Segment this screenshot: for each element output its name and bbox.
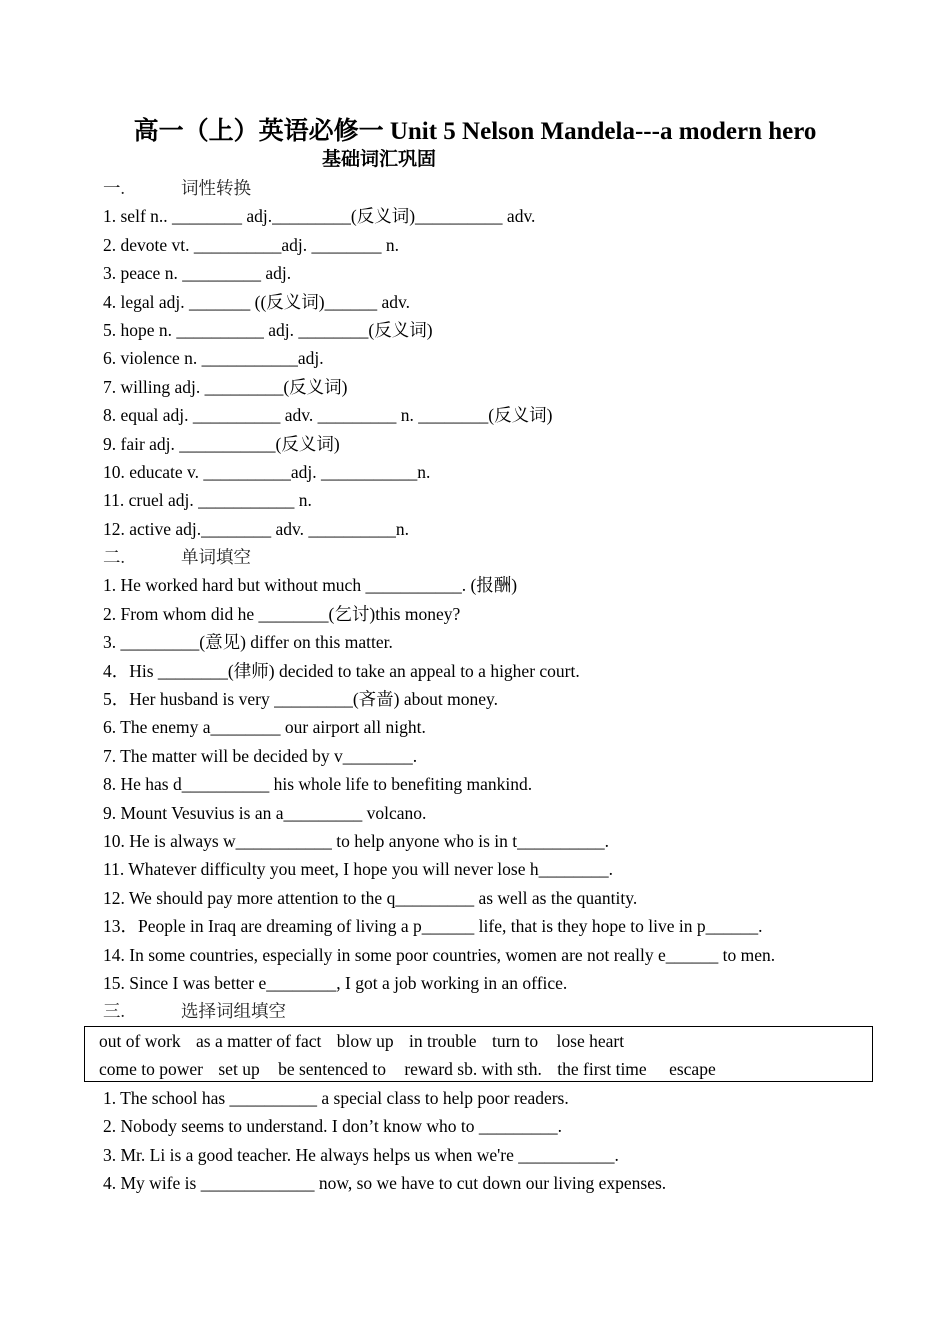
page-title: 高一（上）英语必修一 Unit 5 Nelson Mandela---a modern hero xyxy=(133,118,817,145)
section-title: 词性转换 xyxy=(181,178,251,198)
exercise-item: 8. equal adj. __________ adv. _________ n. ________(反义词) xyxy=(103,405,553,426)
exercise-item: 3. Mr. Li is a good teacher. He always helps us when we're ___________. xyxy=(103,1144,619,1165)
phrase: come to power xyxy=(99,1059,203,1079)
worksheet-content xyxy=(103,174,903,1026)
phrase-row xyxy=(99,1027,635,1055)
exercise-item: 12. active adj.________ adv. __________n. xyxy=(103,518,410,539)
exercise-item: 13．People in Iraq are dreaming of living a p______ life, that is they hope to live in p______. xyxy=(103,916,763,937)
phrase: out of work xyxy=(99,1031,181,1051)
exercise-item: 4. legal adj. _______ ((反义词)______ adv. xyxy=(103,291,411,312)
phrase: lose heart xyxy=(556,1031,625,1051)
exercise-item: 10. educate v. __________adj. ___________n. xyxy=(103,461,431,482)
section-heading-word-forms xyxy=(103,174,903,202)
phrase: escape xyxy=(669,1059,716,1079)
exercise-item: 14. In some countries, especially in some poor countries, women are not really e______ to men. xyxy=(103,944,776,965)
phrase: turn to xyxy=(491,1031,539,1051)
exercise-item: 12. We should pay more attention to the q_________ as well as the quantity. xyxy=(103,887,638,908)
exercise-item: 4. My wife is _____________ now, so we have to cut down our living expenses. xyxy=(103,1173,667,1194)
exercise-item: 8. He has d__________ his whole life to benefiting mankind. xyxy=(103,774,533,795)
section-title: 选择词组填空 xyxy=(181,1001,286,1022)
phrase: be sentenced to xyxy=(278,1059,386,1079)
phrase-row xyxy=(99,1055,727,1083)
phrase: in trouble xyxy=(409,1031,477,1051)
exercise-item: 7. The matter will be decided by v________. xyxy=(103,745,418,766)
exercise-item: 11. Whatever difficulty you meet, I hope you will never lose h________. xyxy=(103,859,613,880)
exercise-item: 7. willing adj. _________(反义词) xyxy=(103,376,348,397)
exercise-item: 3. _________(意见) differ on this matter. xyxy=(103,632,393,653)
section-title: 单词填空 xyxy=(181,547,251,568)
exercise-item: 1. The school has __________ a special class to help poor readers. xyxy=(103,1088,569,1108)
exercise-item: 4．His ________(律师) decided to take an appeal to a higher court. xyxy=(103,660,580,681)
exercise-item: 5. hope n. __________ adj. ________(反义词) xyxy=(103,319,433,340)
exercise-item: 5．Her husband is very _________(吝啬) about money. xyxy=(103,689,498,710)
phrase: set up xyxy=(218,1059,260,1079)
phrase-bank-box xyxy=(84,1026,873,1082)
exercise-item: 15. Since I was better e________, I got a job working in an office. xyxy=(103,972,568,993)
section-number: 一. xyxy=(103,178,125,198)
exercise-item: 10. He is always w___________ to help anyone who is in t__________. xyxy=(103,830,609,851)
exercise-item: 11. cruel adj. ___________ n. xyxy=(103,490,312,511)
exercise-item: 9. fair adj. ___________(反义词) xyxy=(103,433,340,454)
exercise-item: 6. The enemy a________ our airport all night. xyxy=(103,717,426,738)
exercise-item: 2. Nobody seems to understand. I don’t know who to _________. xyxy=(103,1116,563,1137)
phrase: the first time xyxy=(557,1059,647,1079)
phrase: reward sb. with sth. xyxy=(404,1059,542,1079)
exercise-item: 9. Mount Vesuvius is an a_________ volcano. xyxy=(103,802,427,823)
section-number: 二. xyxy=(103,547,125,568)
page-subtitle: 基础词汇巩固 xyxy=(322,149,437,170)
exercise-item: 2. devote vt. __________adj. ________ n. xyxy=(103,234,400,255)
phrase: as a matter of fact xyxy=(196,1031,322,1051)
exercise-item: 1. self n.. ________ adj._________(反义词)__________ adv. xyxy=(103,206,536,227)
section-number: 三. xyxy=(103,1001,125,1022)
exercise-item: 6. violence n. ___________adj. xyxy=(103,348,324,369)
exercise-item: 2. From whom did he ________(乞讨)this money? xyxy=(103,603,461,624)
exercise-item: 3. peace n. _________ adj. xyxy=(103,263,292,284)
section-heading-phrases xyxy=(103,997,903,1025)
phrase-exercises xyxy=(103,1084,903,1198)
exercise-item: 1. He worked hard but without much ___________. (报酬) xyxy=(103,575,518,596)
phrase: blow up xyxy=(336,1031,394,1051)
section-heading-fill-words xyxy=(103,543,903,571)
